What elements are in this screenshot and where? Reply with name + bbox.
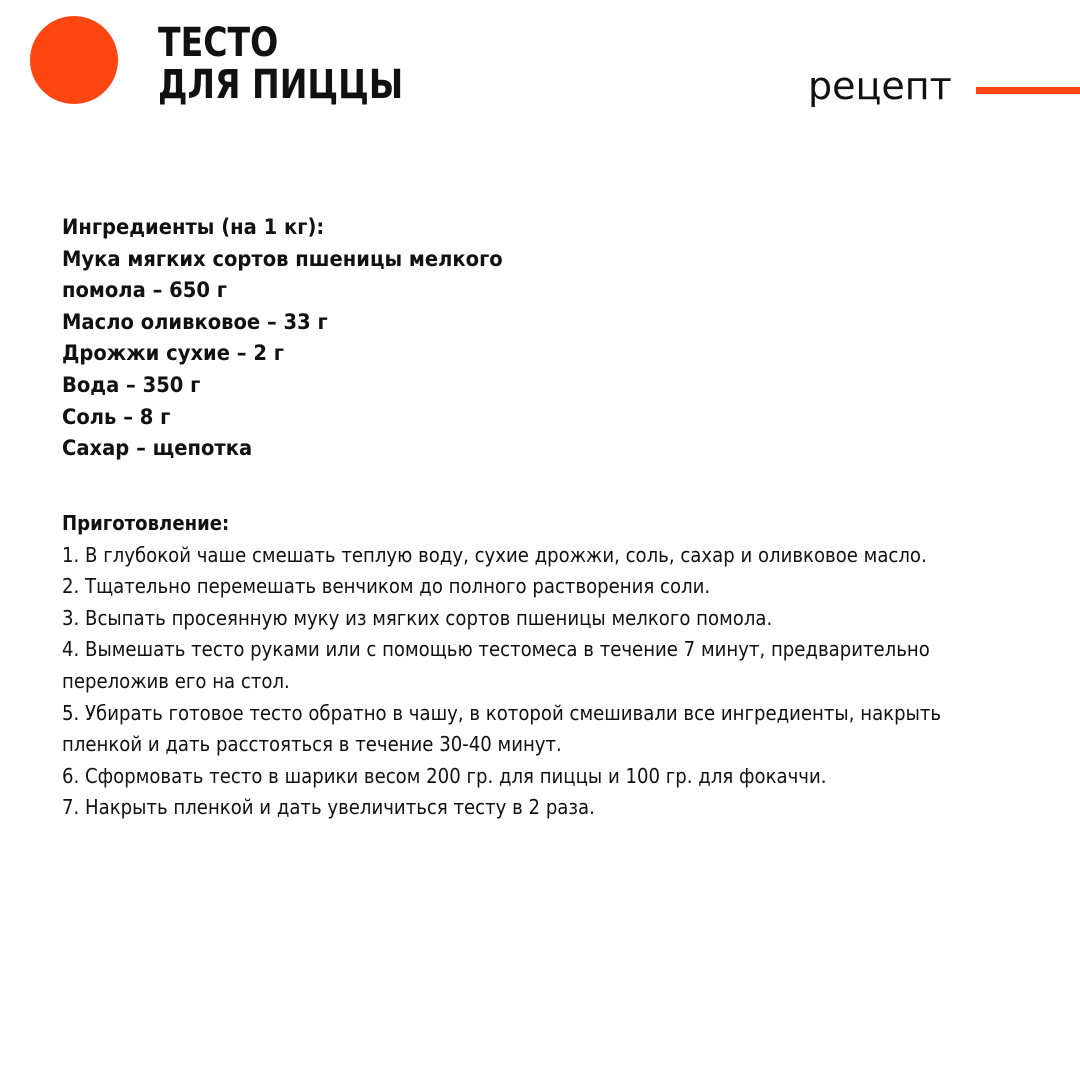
ingredient-line: Сахар – щепотка [62,436,253,461]
ingredient-line: Дрожжи сухие – 2 г [62,341,284,366]
step-line: 7. Накрыть пленкой и дать увеличиться тесту в 2 раза. [62,795,595,820]
preparation-heading: Приготовление: [62,511,230,535]
page-title [158,22,403,106]
step-line: 1. В глубокой чаше смешать теплую воду, сухие дрожжи, соль, сахар и оливковое масло. [62,542,927,567]
step-line: 2. Тщательно перемешать венчиком до полного растворения соли. [62,574,711,599]
preparation-steps [62,540,1021,824]
orange-circle-decoration [30,16,118,104]
accent-line-decoration [976,87,1080,94]
ingredient-line: Соль – 8 г [62,404,171,429]
ingredient-line: Мука мягких сортов пшеницы мелкого [62,246,503,271]
recipe-label: рецепт [808,64,952,108]
title-line-2: ДЛЯ ПИЦЦЫ [158,62,404,108]
step-line: переложив его на стол. [62,668,290,693]
step-line: 4. Вымешать тесто руками или с помощью тестомеса в течение 7 минут, предварительно [62,637,930,662]
step-line: пленкой и дать расстояться в течение 30-40 минут. [62,732,562,757]
step-line: 3. Всыпать просеянную муку из мягких сортов пшеницы мелкого помола. [62,605,773,630]
ingredient-line: Вода – 350 г [62,372,201,397]
ingredient-line: помола – 650 г [62,278,227,303]
step-line: 5. Убирать готовое тесто обратно в чашу, в которой смешивали все ингредиенты, накрыть [62,700,942,725]
ingredient-line: Масло оливковое – 33 г [62,309,328,334]
preparation-section [62,508,1021,824]
title-line-1: ТЕСТО [158,20,279,66]
step-line: 6. Сформовать тесто в шарики весом 200 гр. для пиццы и 100 гр. для фокаччи. [62,763,827,788]
ingredients-heading: Ингредиенты (на 1 кг): [62,215,325,239]
ingredients-section [62,212,503,465]
